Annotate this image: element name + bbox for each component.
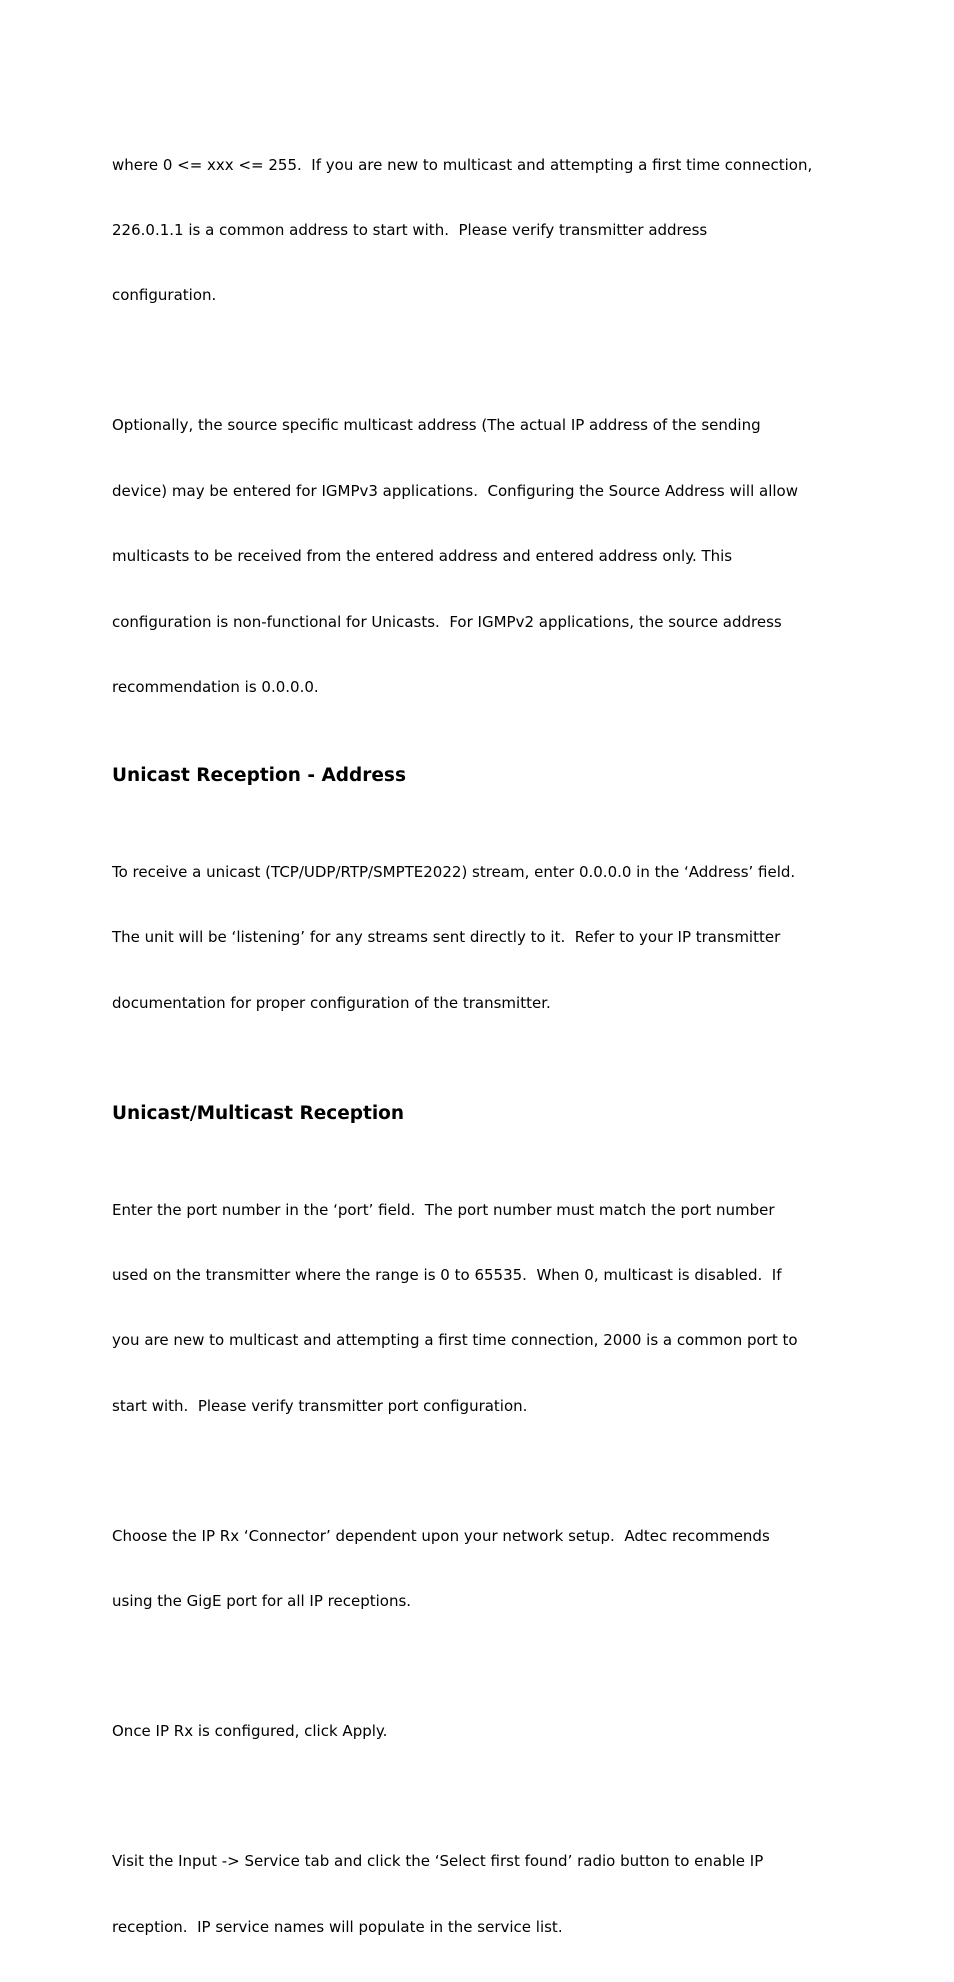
text-line: Once IP Rx is configured, click Apply. [112,1722,388,1741]
text-line: Enter the port number in the ‘port’ field. The port number must match the port number [112,1200,775,1219]
text-line: Optionally, the source specific multicast address (The actual IP address of the sending [112,416,761,435]
paragraph-service-tab [112,1808,852,1982]
text-line: using the GigE port for all IP receptions. [112,1592,412,1611]
text-line: documentation for proper configuration of the transmitter. [112,993,551,1012]
document-page [112,111,852,1982]
text-line: The unit will be ‘listening’ for any streams sent directly to it. Refer to your IP transmitter [112,928,781,947]
text-line: recommendation is 0.0.0.0. [112,677,319,696]
text-line: you are new to multicast and attempting a first time connection, 2000 is a common port to [112,1331,798,1350]
paragraph-multicast-address [112,111,852,351]
paragraph-source-specific [112,372,852,743]
text-line: configuration. [112,286,217,305]
paragraph-unicast-receive [112,818,852,1058]
text-line: where 0 <= xxx <= 255. If you are new to multicast and attempting a first time connection, [112,155,813,174]
text-line: multicasts to be received from the entered address and entered address only. This [112,547,733,566]
paragraph-apply [112,1678,852,1787]
text-line: Visit the Input -> Service tab and click the ‘Select first found’ radio button to enable IP [112,1852,764,1871]
paragraph-port-number [112,1156,852,1461]
text-line: 226.0.1.1 is a common address to start with. Please verify transmitter address [112,220,708,239]
text-line: device) may be entered for IGMPv3 applications. Configuring the Source Address will allow [112,481,798,500]
text-line: To receive a unicast (TCP/UDP/RTP/SMPTE2022) stream, enter 0.0.0.0 in the ‘Address’ field. [112,862,796,881]
text-line: Choose the IP Rx ‘Connector’ dependent upon your network setup. Adtec recommends [112,1526,770,1545]
text-line: start with. Please verify transmitter port configuration. [112,1396,528,1415]
text-line: used on the transmitter where the range is 0 to 65535. When 0, multicast is disabled. If [112,1266,782,1285]
paragraph-connector [112,1482,852,1656]
text-line: reception. IP service names will populate in the service list. [112,1917,563,1936]
text-line: configuration is non-functional for Unicasts. For IGMPv2 applications, the source address [112,612,782,631]
heading-unicast-multicast-reception: Unicast/Multicast Reception [112,1103,405,1125]
heading-unicast-reception-address: Unicast Reception - Address [112,765,406,787]
